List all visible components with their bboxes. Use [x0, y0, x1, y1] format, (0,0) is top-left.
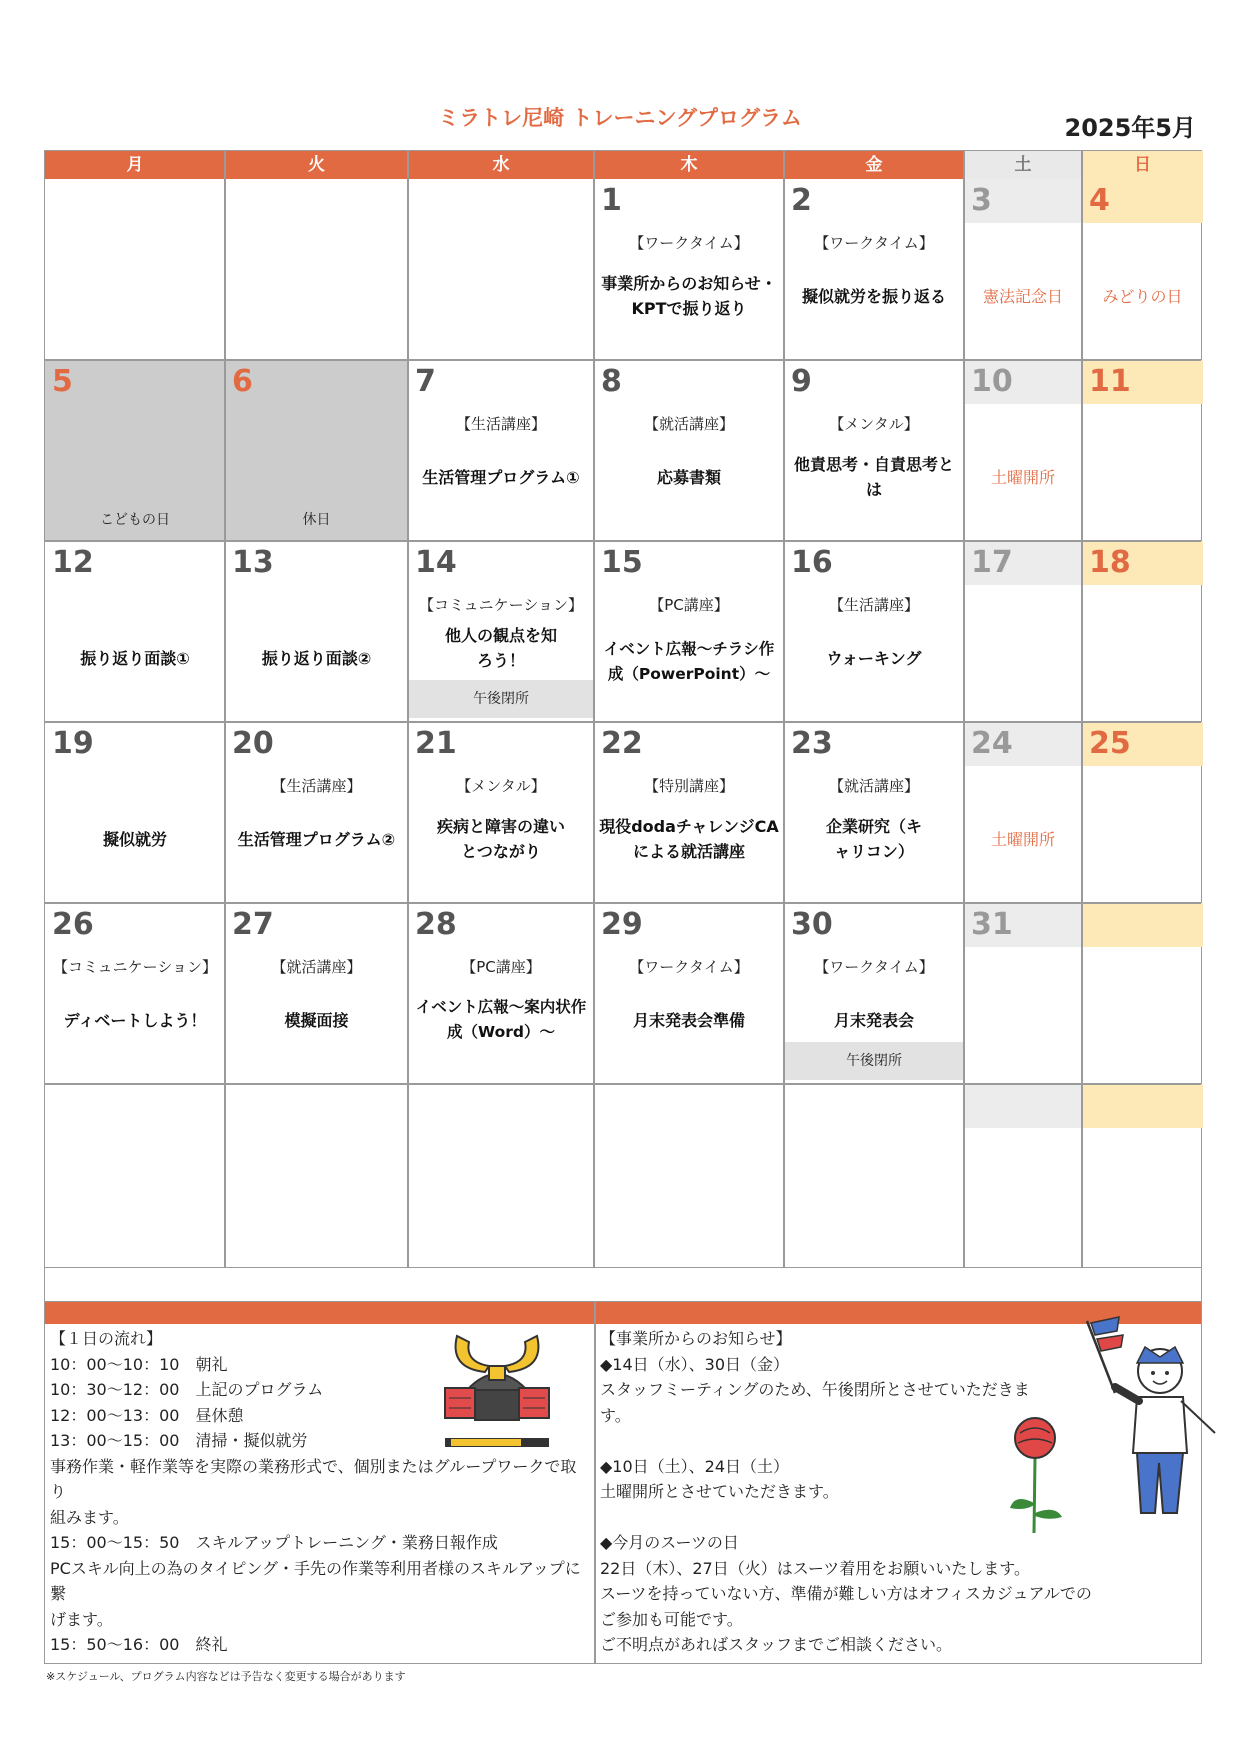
program-category: 【PC講座】	[649, 596, 729, 614]
program-title: 月末発表会準備	[632, 1010, 745, 1030]
calendar-day-13	[225, 541, 408, 722]
kabuto-helmet-icon	[437, 1328, 557, 1453]
day-number: 24	[971, 726, 1013, 761]
calendar-day-14	[408, 541, 594, 722]
schedule-line: 12：00～13：00 昼休憩	[50, 1405, 244, 1425]
program-title: 生活管理プログラム①	[422, 467, 580, 487]
program-category: 【ワークタイム】	[814, 234, 934, 252]
calendar-grid	[44, 150, 1202, 1268]
weekday-header-mon: 月	[45, 151, 225, 179]
calendar-day-18	[1082, 541, 1203, 722]
day-number: 19	[52, 726, 94, 761]
program-category: 【就活講座】	[828, 777, 919, 795]
program-title: 事業所からのお知らせ・KPTで振り返り	[601, 274, 777, 318]
day-number: 29	[601, 907, 643, 942]
holiday-label: みどりの日	[1102, 286, 1183, 306]
program-title: 振り返り面談①	[80, 648, 190, 668]
program-category: 【就活講座】	[643, 415, 734, 433]
day-number: 13	[232, 545, 274, 580]
schedule-line: 【１日の流れ】	[50, 1329, 163, 1348]
program-category: 【コミュニケーション】	[418, 596, 584, 614]
day-number: 8	[601, 364, 622, 399]
program-category: 【就活講座】	[271, 958, 362, 976]
day-number: 14	[415, 545, 457, 580]
calendar-day-2	[784, 179, 964, 360]
weekday-header-fri: 金	[784, 151, 964, 179]
notice-line: ご参加も可能です。	[600, 1609, 743, 1629]
day-number: 20	[232, 726, 274, 761]
afternoon-closed-bar: 午後閉所	[408, 680, 594, 718]
calendar-day-30	[784, 903, 964, 1084]
calendar-day-15	[594, 541, 784, 722]
holiday-note: こどもの日	[100, 512, 170, 528]
calendar-day-29	[594, 903, 784, 1084]
day-number: 15	[601, 545, 643, 580]
notices	[600, 1326, 1092, 1658]
program-title: ディベートしよう！	[63, 1010, 207, 1030]
holiday-note: 休日	[302, 512, 331, 528]
boy-with-carp-streamer-icon	[1075, 1313, 1230, 1523]
weekday-header-tue: 火	[225, 151, 408, 179]
calendar-day-10	[964, 360, 1082, 541]
notice-line	[600, 1505, 1030, 1531]
day-number: 27	[232, 907, 274, 942]
calendar-day-25	[1082, 722, 1203, 903]
weekday-header-sun: 日	[1082, 151, 1203, 179]
calendar-cell-empty	[1082, 903, 1203, 1084]
day-number: 9	[791, 364, 812, 399]
program-title: 月末発表会	[833, 1010, 914, 1030]
program-category: 【特別講座】	[643, 777, 734, 795]
footnote: ※スケジュール、プログラム内容などは予告なく変更する場合があります	[46, 1670, 406, 1683]
calendar-day-20	[225, 722, 408, 903]
page-title: ミラトレ尼崎 トレーニングプログラム	[438, 106, 802, 130]
day-number: 18	[1089, 545, 1131, 580]
info-section	[44, 1268, 1202, 1664]
calendar-month: 2025年5月	[1064, 114, 1196, 142]
calendar-cell-empty	[1082, 1084, 1203, 1265]
calendar-day-21	[408, 722, 594, 903]
day-number: 4	[1089, 183, 1110, 218]
day-number: 2	[791, 183, 812, 218]
notice-line: 【事業所からのお知らせ】	[600, 1329, 792, 1348]
program-category: 【ワークタイム】	[629, 958, 749, 976]
calendar-day-7	[408, 360, 594, 541]
calendar-day-1	[594, 179, 784, 360]
calendar-day-12	[45, 541, 225, 722]
day-number: 11	[1089, 364, 1131, 399]
saturday-open-label: 土曜開所	[990, 829, 1055, 849]
calendar-cell-empty	[225, 179, 408, 360]
program-title: 応募書類	[656, 467, 721, 487]
program-category: 【生活講座】	[828, 596, 919, 614]
afternoon-closed-bar: 午後閉所	[784, 1042, 964, 1080]
program-title: 擬似就労を振り返る	[801, 286, 946, 306]
program-category: 【メンタル】	[829, 415, 919, 433]
program-title: 企業研究（キャリコン）	[825, 817, 922, 861]
program-title: イベント広報～チラシ作成（PowerPoint）～	[603, 640, 775, 683]
calendar-day-27	[225, 903, 408, 1084]
day-number: 25	[1089, 726, 1131, 761]
schedule-line: 事務作業・軽作業等を実際の業務形式で、個別またはグループワークで取り	[50, 1456, 577, 1501]
calendar-cell-empty	[45, 179, 225, 360]
day-number: 28	[415, 907, 457, 942]
program-category: 【生活講座】	[271, 777, 362, 795]
program-category: 【PC講座】	[461, 958, 541, 976]
calendar-day-23	[784, 722, 964, 903]
calendar-day-22	[594, 722, 784, 903]
notice-line: ◆今月のスーツの日	[600, 1533, 739, 1552]
program-category: 【コミュニケーション】	[52, 958, 218, 976]
notice-line: 土曜開所とさせていただきます。	[600, 1482, 839, 1501]
day-number: 12	[52, 545, 94, 580]
calendar-day-4	[1082, 179, 1203, 360]
day-number: 6	[232, 364, 253, 399]
calendar-day-16	[784, 541, 964, 722]
day-number: 16	[791, 545, 833, 580]
schedule-line: 10：00～10：10 朝礼	[50, 1354, 228, 1374]
notice-line: ◆14日（水）、30日（金）	[600, 1354, 790, 1374]
program-title: 他責思考・自責思考とは	[793, 455, 954, 499]
program-title: 振り返り面談②	[261, 648, 372, 668]
schedule-line: げます。	[50, 1609, 113, 1629]
day-number: 22	[601, 726, 643, 761]
day-number: 1	[601, 183, 622, 218]
calendar-day-8	[594, 360, 784, 541]
program-title: 現役dodaチャレンジCAによる就活講座	[599, 817, 779, 861]
schedule-line: PCスキル向上の為のタイピング・手先の作業等利用者様のスキルアップに繋	[50, 1558, 581, 1603]
notice-line: ◆10日（土）、24日（土）	[600, 1456, 790, 1476]
program-title: ウォーキング	[826, 648, 922, 668]
day-number: 7	[415, 364, 436, 399]
notice-line: スーツを持っていない方、準備が難しい方はオフィスカジュアルでの	[600, 1584, 1092, 1603]
calendar-day-28	[408, 903, 594, 1084]
day-number: 30	[791, 907, 833, 942]
notice-line: ご不明点があればスタッフまでご相談ください。	[600, 1635, 953, 1654]
day-number: 5	[52, 364, 73, 399]
schedule-line: 10：30～12：00 上記のプログラム	[50, 1380, 324, 1399]
program-title: 擬似就労	[102, 829, 167, 849]
calendar-day-6	[225, 360, 408, 541]
schedule-line: 13：00～15：00 清掃・擬似就労	[50, 1431, 308, 1450]
calendar-day-5	[45, 360, 225, 541]
holiday-label: 憲法記念日	[982, 286, 1063, 306]
schedule-line: 15：50～16：00 終礼	[50, 1635, 228, 1654]
calendar-day-9	[784, 360, 964, 541]
program-title: 他人の観点を知ろう！	[444, 626, 557, 670]
calendar-cell-empty	[408, 179, 594, 360]
calendar-day-26	[45, 903, 225, 1084]
program-category: 【ワークタイム】	[629, 234, 749, 252]
program-category: 【メンタル】	[456, 777, 546, 795]
notice-line	[600, 1428, 1030, 1454]
day-number: 21	[415, 726, 457, 761]
program-category: 【ワークタイム】	[814, 958, 934, 976]
day-number: 10	[971, 364, 1013, 399]
saturday-open-label: 土曜開所	[990, 467, 1055, 487]
program-title: 生活管理プログラム②	[237, 829, 396, 849]
calendar-day-3	[964, 179, 1082, 360]
calendar-day-17	[964, 541, 1082, 722]
calendar-day-24	[964, 722, 1082, 903]
calendar-day-31	[964, 903, 1082, 1084]
day-number: 26	[52, 907, 94, 942]
day-number: 23	[791, 726, 833, 761]
program-title: 疾病と障害の違いとつながり	[436, 817, 565, 861]
schedule-line: 15：00～15：50 スキルアップトレーニング・業務日報作成	[50, 1533, 498, 1552]
program-title: 模擬面接	[284, 1010, 349, 1030]
calendar-day-11	[1082, 360, 1203, 541]
weekday-header-wed: 水	[408, 151, 594, 179]
program-title: イベント広報～案内状作成（Word）～	[415, 998, 587, 1041]
notice-line: スタッフミーティングのため、午後閉所とさせていただきます。	[600, 1380, 1030, 1425]
carnation-icon	[1000, 1413, 1070, 1538]
day-number: 17	[971, 545, 1013, 580]
calendar-day-19	[45, 722, 225, 903]
day-number: 3	[971, 183, 992, 218]
weekday-header-sat: 土	[964, 151, 1082, 179]
day-number: 31	[971, 907, 1013, 942]
schedule-line: 組みます。	[50, 1507, 129, 1527]
calendar-cell-empty	[964, 1084, 1082, 1265]
notice-line: 22日（木）、27日（火）はスーツ着用をお願いいたします。	[600, 1558, 1030, 1578]
program-category: 【生活講座】	[455, 415, 546, 433]
weekday-header-thu: 木	[594, 151, 784, 179]
